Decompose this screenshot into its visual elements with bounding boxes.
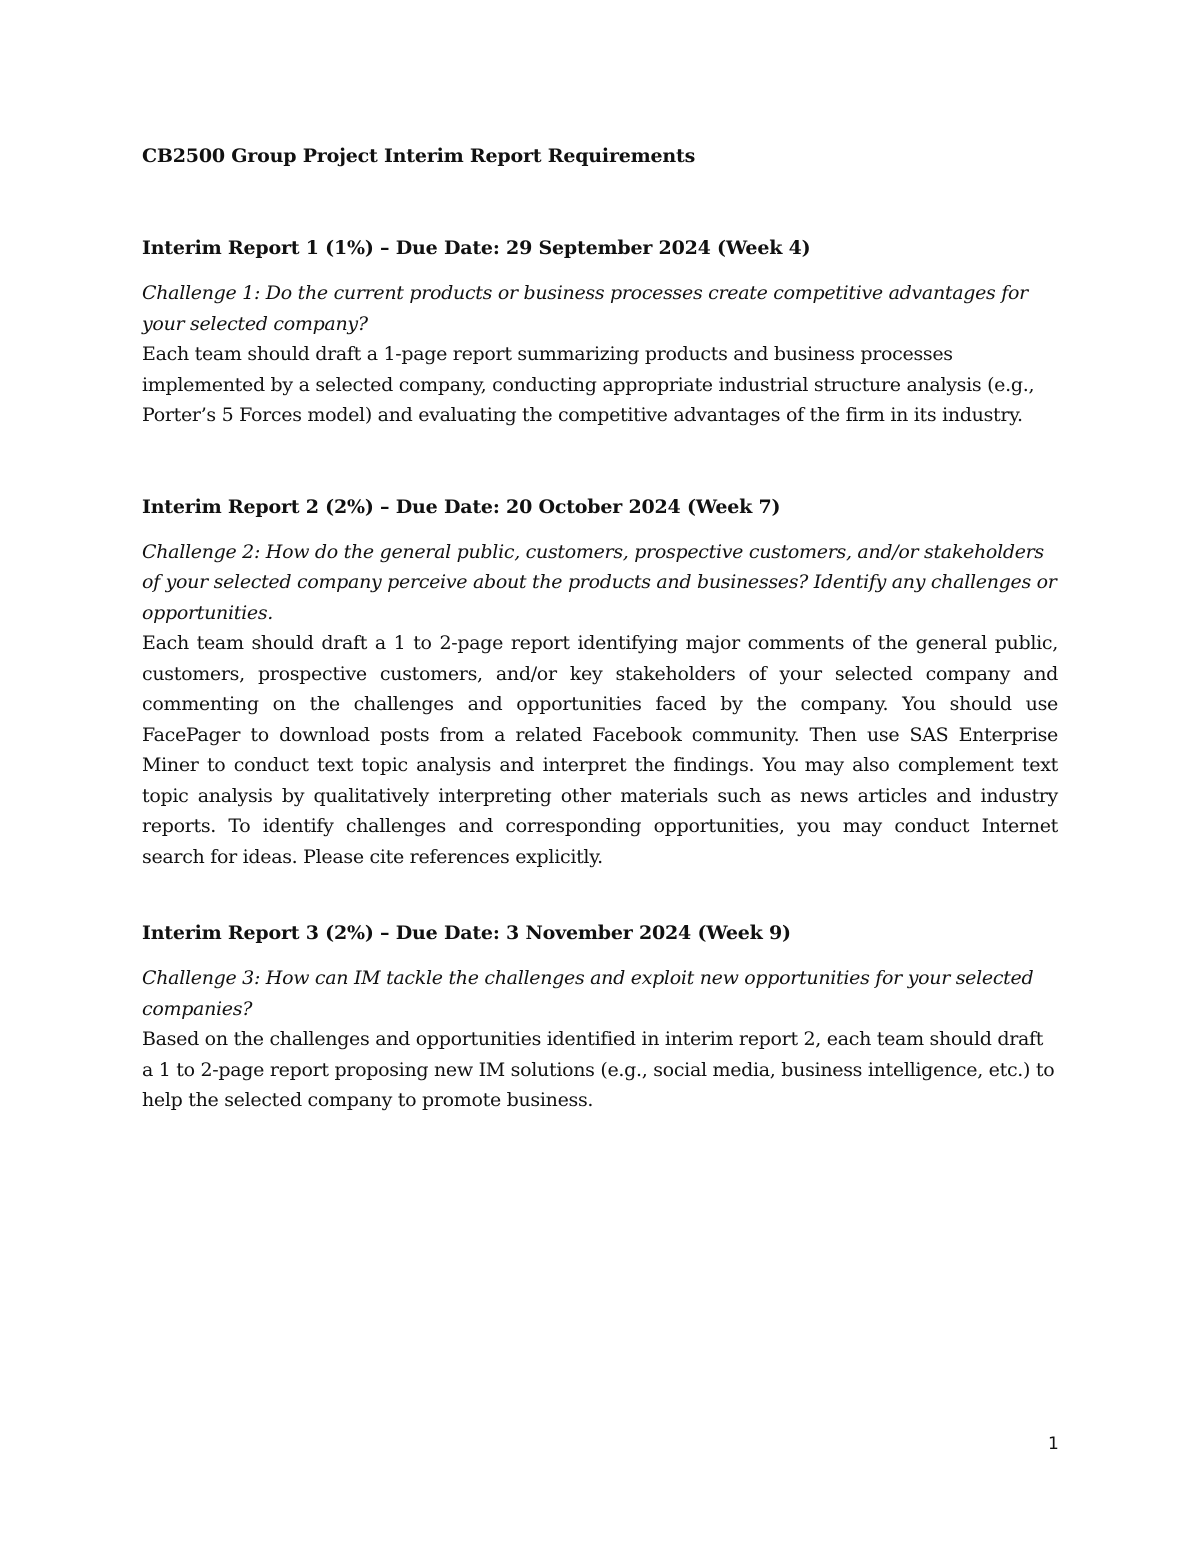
interim-report-1-heading: Interim Report 1 (1%) – Due Date: 29 September 2024 (Week 4) [142, 237, 811, 259]
interim-report-2-description: Each team should draft a 1 to 2-page report identifying major comments of the general public, customers, prospective customers, and/or key stakeholders of your selected company and commenting on the challenges and opportunities faced by the company. You should use FacePager to download posts from a related Facebook community. Then use SAS Enterprise Miner to conduct text topic analysis and interpret the findings. You may also complement text topic analysis by qualitatively interpreting other materials such as news articles and industry reports. To identify challenges and corresponding opportunities, you may conduct Internet search for ideas. Please cite references explicitly. [142, 632, 1058, 868]
interim-report-2-section [142, 492, 1058, 873]
challenge-1-question: Challenge 1: Do the current products or business processes create competitive advantages for your selected company? [142, 282, 1028, 335]
challenge-2-question: Challenge 2: How do the general public, customers, prospective customers, and/or stakeholders of your selected company perceive about the products and businesses? Identify any challenges or opportunities. [142, 540, 1057, 624]
document-content [142, 140, 1058, 1116]
challenge-3-question: Challenge 3: How can IM tackle the challenges and exploit new opportunities for your selected companies? [142, 967, 1034, 1020]
interim-report-1-description: Each team should draft a 1-page report summarizing products and business processes implemented by a selected company, conducting appropriate industrial structure analysis (e.g., Porter’s 5 Forces model) and evaluating the competitive advantages of the firm in its industry. [142, 343, 1035, 426]
interim-report-3-section [142, 918, 1058, 1116]
interim-report-1-section [142, 233, 1058, 431]
interim-report-3-heading: Interim Report 3 (2%) – Due Date: 3 November 2024 (Week 9) [142, 922, 791, 944]
page-number: 1 [1048, 1434, 1059, 1454]
interim-report-2-heading: Interim Report 2 (2%) – Due Date: 20 October 2024 (Week 7) [142, 495, 781, 518]
interim-report-3-description: Based on the challenges and opportunities identified in interim report 2, each team should draft a 1 to 2-page report proposing new IM solutions (e.g., social media, business intelligence, etc.) to help the selected company to promote business. [142, 1028, 1055, 1111]
document-title: CB2500 Group Project Interim Report Requirements [142, 145, 696, 167]
